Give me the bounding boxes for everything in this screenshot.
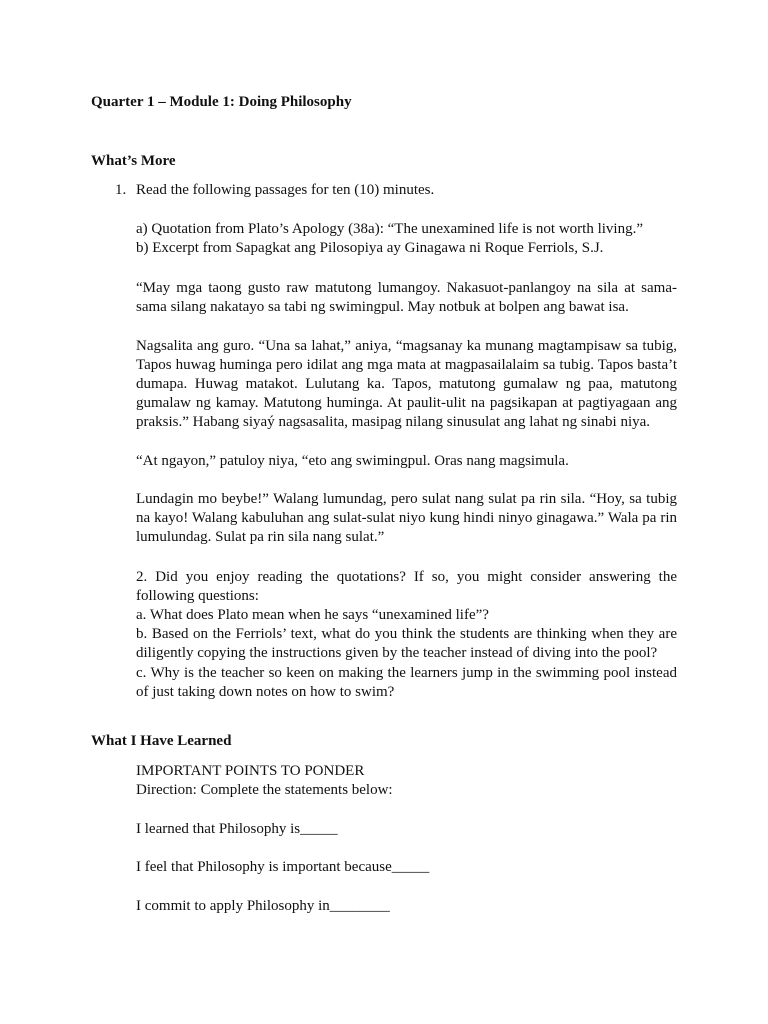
statement-2: I feel that Philosophy is important because_____ — [136, 859, 430, 875]
whats-more-heading: What’s More — [91, 153, 176, 169]
item1-number: 1. — [115, 182, 127, 198]
question-c: c. Why is the teacher so keen on making the learners jump in the swimming pool instead of just taking down notes on how to swim? — [136, 665, 677, 700]
question-a: a. What does Plato mean when he says “unexamined life”? — [136, 607, 489, 623]
item1-text: Read the following passages for ten (10) minutes. — [136, 182, 435, 198]
passage-a: a) Quotation from Plato’s Apology (38a): “The unexamined life is not worth living.” — [136, 221, 643, 237]
question-b: b. Based on the Ferriols’ text, what do you think the students are thinking when they are diligently copying the instructions given by the teacher instead of diving into the pool? — [136, 626, 677, 661]
module-title: Quarter 1 – Module 1: Doing Philosophy — [91, 94, 352, 110]
learned-heading: What I Have Learned — [91, 733, 232, 749]
excerpt-paragraph-2: Nagsalita ang guro. “Una sa lahat,” aniya, “magsanay ka munang magtampisaw sa tubig, Tapos huwag huminga pero idilat ang mga mata at magpasailalaim sa tubig. Tapos basta’t dumapa. Huwag matakot. Lulutang ka. Tapos, matutong gumalaw ng paa, matutong gumalaw ng kamay. Matutong huminga. At paulit-ulit na pagsikapan at pagtiyagaan ang praksis.” Habang siyaý nagsasalita, masipag nilang sinusulat ang lahat ng sinabi niya. — [136, 338, 677, 430]
points-title: IMPORTANT POINTS TO PONDER — [136, 763, 365, 779]
statement-3: I commit to apply Philosophy in________ — [136, 898, 390, 914]
passage-b: b) Excerpt from Sapagkat ang Pilosopiya ay Ginagawa ni Roque Ferriols, S.J. — [136, 240, 604, 256]
excerpt-paragraph-1: “May mga taong gusto raw matutong lumangoy. Nakasuot-panlangoy na sila at sama-sama silang nakatayo sa tabi ng swimingpul. May notbuk at bolpen ang bawat isa. — [136, 280, 677, 315]
item2-text: 2. Did you enjoy reading the quotations? If so, you might consider answering the following questions: — [136, 569, 677, 604]
excerpt-paragraph-4: Lundagin mo beybe!” Walang lumundag, pero sulat nang sulat pa rin sila. “Hoy, sa tubig na kayo! Walang kabuluhan ang sulat-sulat niyo kung hindi ninyo ginagawa.” Wala pa rin lumulundag. Sulat pa rin sila nang sulat.” — [136, 491, 677, 545]
direction-text: Direction: Complete the statements below: — [136, 782, 393, 798]
excerpt-paragraph-3: “At ngayon,” patuloy niya, “eto ang swimingpul. Oras nang magsimula. — [136, 453, 569, 469]
statement-1: I learned that Philosophy is_____ — [136, 821, 338, 837]
